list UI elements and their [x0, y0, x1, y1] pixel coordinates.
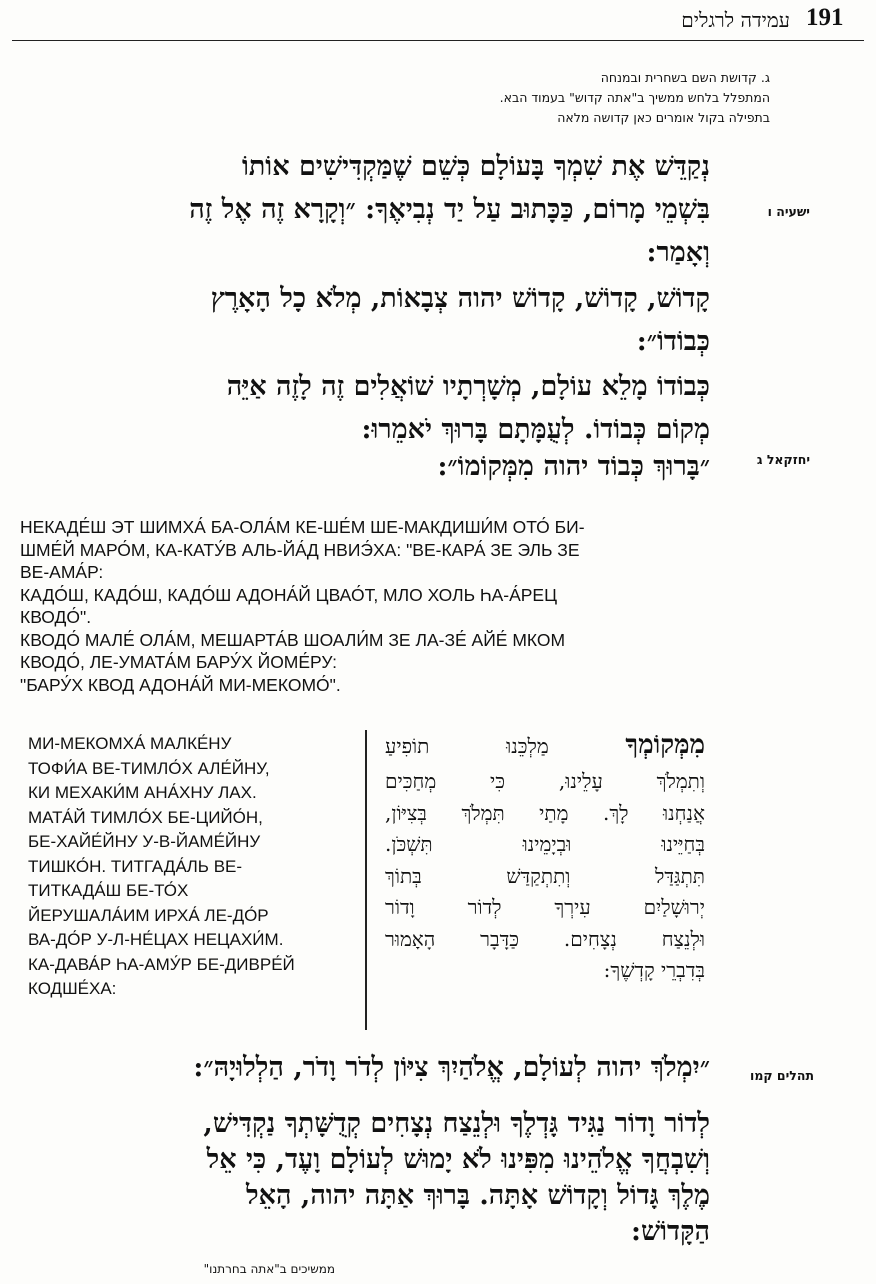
kedusha-line: כְּבוֹדוֹ״:	[636, 326, 710, 357]
margin-reference: יחזקאל ג	[756, 452, 810, 467]
yimloch-verse	[20, 1046, 710, 1091]
kedusha-text	[20, 145, 710, 482]
transliteration-line: КВОДО́".	[20, 607, 92, 627]
transliteration-line: КИ МЕХАКИ́М АНА́ХНУ ЛАХ.	[28, 783, 257, 802]
mimkomcha-first-line: מַלְכֵּנוּ תוֹפִיעַ	[385, 734, 549, 758]
instruction-note: המתפלל בלחש ממשיך ב"אתה קדוש" בעמוד הבא.	[499, 90, 770, 105]
transliteration-line: ТОФИ́А ВЕ-ТИМЛО́Х АЛЕ́ЙНУ,	[28, 758, 270, 778]
mimkomcha-line: וּלְנֵצַח נְצָחִים. כַּדָּבָר הָאָמוּר	[385, 926, 705, 951]
kedusha-line: ״בָּרוּךְ כְּבוֹד יהוה מִמְּקוֹמוֹ״:	[437, 451, 710, 482]
transliteration-line: "БАРУ́Х КВОД АДОНА́Й МИ-МЕКОМО́".	[20, 674, 341, 695]
transliteration-line: КВОДО́ МАЛЕ́ ОЛА́М, МЕШАРТА́В ШОАЛИ́М ЗЕ ЛА-ЗЕ́ АЙЕ́ МКОМ	[20, 629, 566, 650]
kedusha-line: בִּשְׁמֵי מָרוֹם, כַּכָּתוּב עַל יַד נְבִיאֶךָ: ״וְקָרָא זֶה אֶל זֶה	[189, 194, 710, 225]
ledor-line: לְדוֹר וָדוֹר נַגִּיד גָּדְלֶךָ וּלְנֵצַח נְצָחִים קְדֻשָּׁתְךָ נַקְדִּישׁ,	[203, 1108, 710, 1139]
transliteration-line: ВА-ДО́Р У-Л-НЕ́ЦАХ НЕЦАХИ́М.	[28, 930, 284, 949]
ledor-line: מֶלֶךְ גָּדוֹל וְקָדוֹשׁ אָתָּה. בָּרוּךְ אַתָּה יהוה, הָאֵל	[246, 1180, 710, 1211]
transliteration-line: БЕ-ХАЙЕ́ЙНУ У-В-ЙАМЕ́ЙНУ	[28, 832, 261, 851]
mimkomcha-line: בְּחַיֵּינוּ וּבְיָמֵינוּ תִּשְׁכֹּן.	[385, 832, 705, 856]
transliteration-line: ТИШКО́Н. ТИТГАДА́ЛЬ ВЕ-	[28, 856, 243, 876]
mimkomcha-line: וְתִמְלֹךְ עָלֵינוּ, כִּי מְחַכִּים	[385, 769, 705, 793]
section-note-label: ג. קדושת השם בשחרית ובמנחה	[600, 70, 770, 85]
transliteration-line: КА-ДАВА́Р ҺА-АМУ́Р БЕ-ДИВРЕ́Й	[28, 954, 295, 974]
transliteration-line: МИ-МЕКОМХА́ МАЛКЕ́НУ	[28, 734, 232, 753]
lead-word: מִמְּקוֹמְךָ	[625, 730, 705, 760]
kedusha-line: כְּבוֹדוֹ מָלֵא עוֹלָם, מְשָׁרְתָיו שׁוֹאֲלִים זֶה לָזֶה אַיֵּה	[226, 371, 710, 402]
transliteration-column	[28, 732, 358, 1002]
margin-reference: תהלים קמו	[750, 1068, 814, 1083]
running-head: עמידה לרגלים	[681, 8, 790, 32]
footer-note: ממשיכים ב"אתה בחרתנו"	[203, 1262, 335, 1276]
transliteration-line: КВОДО́, ЛЕ-УМАТА́М БАРУ́Х ЙОМЕ́РУ:	[20, 652, 337, 672]
mimkomcha-text	[385, 730, 705, 1030]
mimkomcha-line: תִּתְגַּדַּל וְתִתְקַדַּשׁ בְּתוֹךְ	[385, 863, 705, 888]
mimkomcha-line: אֲנַחְנוּ לָךְ. מָתַי תִּמְלֹךְ בְּצִיּוֹן,	[385, 800, 705, 825]
ledor-line: וְשִׁבְחֲךָ אֱלֹהֵינוּ מִפִּינוּ לֹא יָמוּשׁ לְעוֹלָם וָעֶד, כִּי אֵל	[206, 1144, 710, 1175]
transliteration-line: ЙЕРУШАЛА́ИМ ИРХА́ ЛЕ-ДО́Р	[28, 905, 269, 925]
instruction-note: בתפילה בקול אומרים כאן קדושה מלאה	[557, 110, 770, 125]
ledor-line: הַקָּדוֹשׁ:	[631, 1216, 710, 1247]
transliteration-line: МАТА́Й ТИМЛО́Х БЕ-ЦИЙО́Н,	[28, 807, 263, 827]
kedusha-line: נְקַדֵּשׁ אֶת שִׁמְךָ בָּעוֹלָם כְּשֵׁם שֶׁמַּקְדִּישִׁים אוֹתוֹ	[241, 151, 710, 182]
kedusha-line: קָדוֹשׁ, קָדוֹשׁ, קָדוֹשׁ יהוה צְבָאוֹת, מְלֹא כָל הָאָרֶץ	[210, 283, 710, 314]
transliteration-line: НЕКАДЕ́Ш ЭТ ШИМХА́ БА-ОЛА́М КЕ-ШЕ́М ШЕ-МАКДИШИ́М ОТО́ БИ-	[20, 517, 585, 537]
transliteration-line: ШМЕ́Й МАРО́М, КА-КАТУ́В АЛЬ-ЙА́Д НВИЭ́ХА: "ВЕ-КАРА́ ЗЕ ЭЛЬ ЗЕ	[20, 539, 580, 560]
ledor-vador-text	[20, 1102, 710, 1252]
mimkomcha-line: יְרוּשָׁלַיִם עִירְךָ לְדוֹר וָדוֹר	[385, 895, 705, 919]
kedusha-line: מְקוֹם כְּבוֹדוֹ. לְעֻמָּתָם בָּרוּךְ יֹאמֵרוּ:	[361, 414, 710, 445]
header-rule	[12, 40, 864, 41]
mimkomcha-line: בְּדִבְרֵי קָדְשֶׁךָ:	[603, 958, 705, 982]
transliteration-line: КАДО́Ш, КАДО́Ш, КАДО́Ш АДОНА́Й ЦВАО́Т, МЛО ХОЛЬ ҺА-А́РЕЦ	[20, 584, 558, 605]
margin-reference: ישעיה ו	[767, 204, 810, 219]
yimloch-line: ״יִמְלֹךְ יהוה לְעוֹלָם, אֱלֹהַיִךְ צִיּוֹן לְדֹר וָדֹר, הַלְלוּיָהּ״:	[193, 1052, 710, 1083]
transliteration-block	[20, 516, 720, 696]
transliteration-line: ВЕ-АМА́Р:	[20, 562, 104, 582]
kedusha-line: וְאָמַר:	[646, 237, 710, 268]
transliteration-line: КОДШЕ́ХА:	[28, 979, 117, 998]
mimkomcha-line	[385, 730, 705, 763]
page-number: 191	[806, 4, 844, 31]
column-divider	[365, 730, 367, 1030]
transliteration-line: ТИТКАДА́Ш БЕ-ТО́Х	[28, 881, 189, 900]
